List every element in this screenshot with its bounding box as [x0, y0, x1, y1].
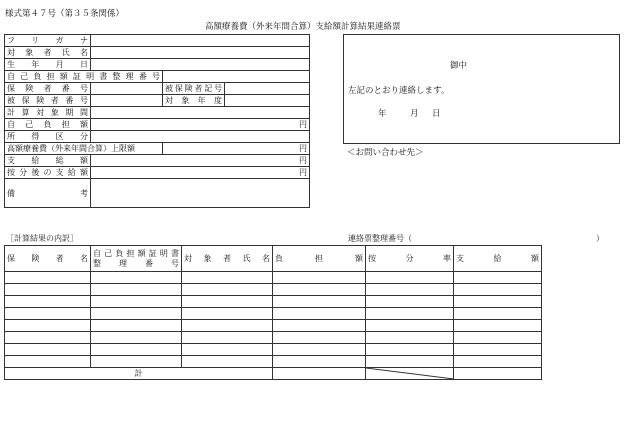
total-payment-field[interactable]: 円	[91, 155, 310, 167]
date-day-label: 日	[432, 109, 441, 119]
row-furigana	[5, 35, 310, 47]
total-row	[5, 368, 542, 380]
insured-number-field[interactable]	[91, 95, 163, 107]
header-certificate-line1: 自己負担額証明書	[93, 248, 179, 258]
row-insured-number	[5, 95, 310, 107]
label-insurer-number: 保険者番号	[5, 83, 91, 95]
table-row	[5, 356, 542, 368]
row-certificate-number	[5, 71, 310, 83]
label-birthdate: 生年月日	[5, 59, 91, 71]
row-total-payment	[5, 155, 310, 167]
table-row	[5, 284, 542, 296]
label-total-payment: 支給総額	[5, 155, 91, 167]
insurer-number-field[interactable]	[91, 83, 163, 95]
table-row	[5, 296, 542, 308]
diagonal-slash-icon	[366, 368, 454, 379]
row-name	[5, 47, 310, 59]
ref-number-label: 連絡票整理番号（	[348, 234, 412, 243]
total-ratio-slash-cell	[366, 368, 454, 380]
header-ratio: 按分率	[366, 246, 454, 272]
ref-number-close: ）	[596, 234, 604, 243]
page-title: 高額療養費（外来年間合算）支給額計算結果連絡票	[205, 22, 401, 32]
birthdate-field[interactable]	[91, 59, 310, 71]
target-year-field[interactable]	[225, 95, 310, 107]
row-birthdate	[5, 59, 310, 71]
header-target-name: 対象者氏名	[182, 246, 273, 272]
label-insured-number: 被保険者番号	[5, 95, 91, 107]
total-burden-field[interactable]	[273, 368, 366, 380]
calc-results-table	[4, 245, 542, 380]
total-label: 計	[5, 368, 273, 380]
date-month-label: 月	[410, 109, 419, 119]
row-self-payment	[5, 119, 310, 131]
table-row	[5, 344, 542, 356]
header-payment: 支給額	[454, 246, 542, 272]
date-year-label: 年	[378, 109, 387, 119]
row-limit	[5, 143, 310, 155]
limit-field[interactable]: 円	[163, 143, 310, 155]
header-insurer-name: 保険者名	[5, 246, 91, 272]
notice-message: 左記のとおり連絡します。	[348, 86, 450, 96]
label-limit: 高額療養費（外来年間合算）上限額	[5, 143, 163, 155]
contact-label: ＜お問い合わせ先＞	[347, 148, 424, 158]
header-certificate-line2: 整理番号	[93, 258, 179, 268]
label-income-class: 所得区分	[5, 131, 91, 143]
self-payment-field[interactable]: 円	[91, 119, 310, 131]
table-row	[5, 272, 542, 284]
row-income-class	[5, 131, 310, 143]
label-furigana: フリガナ	[5, 35, 91, 47]
allocated-payment-field[interactable]: 円	[91, 167, 310, 179]
label-certificate-number: 自己負担額証明書整理番号	[5, 71, 163, 83]
calc-heading: ［計算結果の内訳］	[6, 234, 78, 243]
label-target-year: 対象年度	[163, 95, 225, 107]
table-row	[5, 332, 542, 344]
name-field[interactable]	[91, 47, 310, 59]
income-class-field[interactable]	[91, 131, 310, 143]
label-period: 計算対象期間	[5, 107, 91, 119]
label-allocated-payment: 按分後の支給額	[5, 167, 91, 179]
period-field[interactable]	[91, 107, 310, 119]
row-period	[5, 107, 310, 119]
header-certificate-number	[91, 246, 182, 272]
remarks-field[interactable]	[91, 179, 310, 208]
label-self-payment: 自己負担額	[5, 119, 91, 131]
furigana-field[interactable]	[91, 35, 310, 47]
addressee-suffix: 御中	[450, 61, 468, 71]
row-insurer-number	[5, 83, 310, 95]
label-name: 対象者氏名	[5, 47, 91, 59]
table-row	[5, 308, 542, 320]
total-payment-cell[interactable]	[454, 368, 542, 380]
row-allocated-payment	[5, 167, 310, 179]
calc-header-row	[5, 246, 542, 272]
label-insured-symbol: 被保険者記号	[163, 83, 225, 95]
label-remarks: 備考	[5, 179, 91, 208]
application-form-table	[4, 34, 310, 208]
notice-box	[343, 34, 620, 144]
row-remarks	[5, 179, 310, 208]
header-burden: 負担額	[273, 246, 366, 272]
table-row	[5, 320, 542, 332]
form-number: 様式第４７号（第３５条関係）	[5, 9, 125, 19]
insured-symbol-field[interactable]	[225, 83, 310, 95]
certificate-number-field[interactable]	[163, 71, 310, 83]
